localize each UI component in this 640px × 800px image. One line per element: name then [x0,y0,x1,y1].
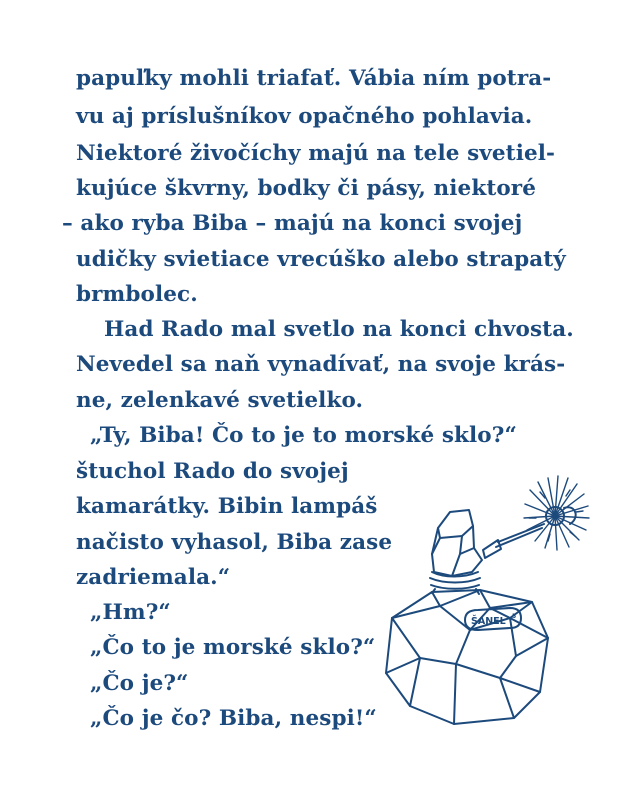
text-line: kujúce škvrny, bodky či pásy, niektoré [76,176,537,201]
text-line: Niektoré živočíchy majú na tele svetiel- [76,141,556,166]
text-line: štuchol Rado do svojej [76,459,349,484]
text-line: kamarátky. Bibin lampáš [76,494,378,519]
text-line: vu aj príslušníkov opačného pohlavia. [76,104,533,129]
text-line: Had Rado mal svetlo na konci chvosta. [104,317,574,342]
text-line: ne, zelenkavé svetielko. [76,388,364,413]
perfume-bottle-illustration [380,468,602,730]
atomizer-collar [483,540,501,558]
text-line: – ako ryba Biba – majú na konci svojej [62,211,523,236]
text-line: zadriemala.“ [76,565,231,590]
dialogue-line: „Čo to je morské sklo?“ [90,635,376,660]
perfume-bottle-drawing [380,468,602,730]
bottle-stopper [432,510,482,576]
text-line: udičky svietiace vrecúško alebo strapatý [76,247,566,272]
atomizer-tassel [524,476,589,550]
dialogue-line: „Ty, Biba! Čo to je to morské sklo?“ [90,423,517,448]
dialogue-line: „Čo je čo? Biba, nespi!“ [90,706,377,731]
dialogue-line: „Hm?“ [90,600,171,625]
bottle-label [465,608,521,630]
bottle-label-text: ŠANEL [471,616,506,627]
atomizer-tube [496,524,544,547]
text-line: načisto vyhasol, Biba zase [76,530,393,555]
text-line: Nevedel sa naň vynadívať, na svoje krás- [76,352,566,377]
text-line: papuľky mohli triafať. Vábia ním potra- [76,66,552,91]
bottle-label-number: 5 [512,613,517,620]
dialogue-line: „Čo je?“ [90,671,189,696]
bottle-body [386,590,548,724]
text-line: brmbolec. [76,282,198,307]
